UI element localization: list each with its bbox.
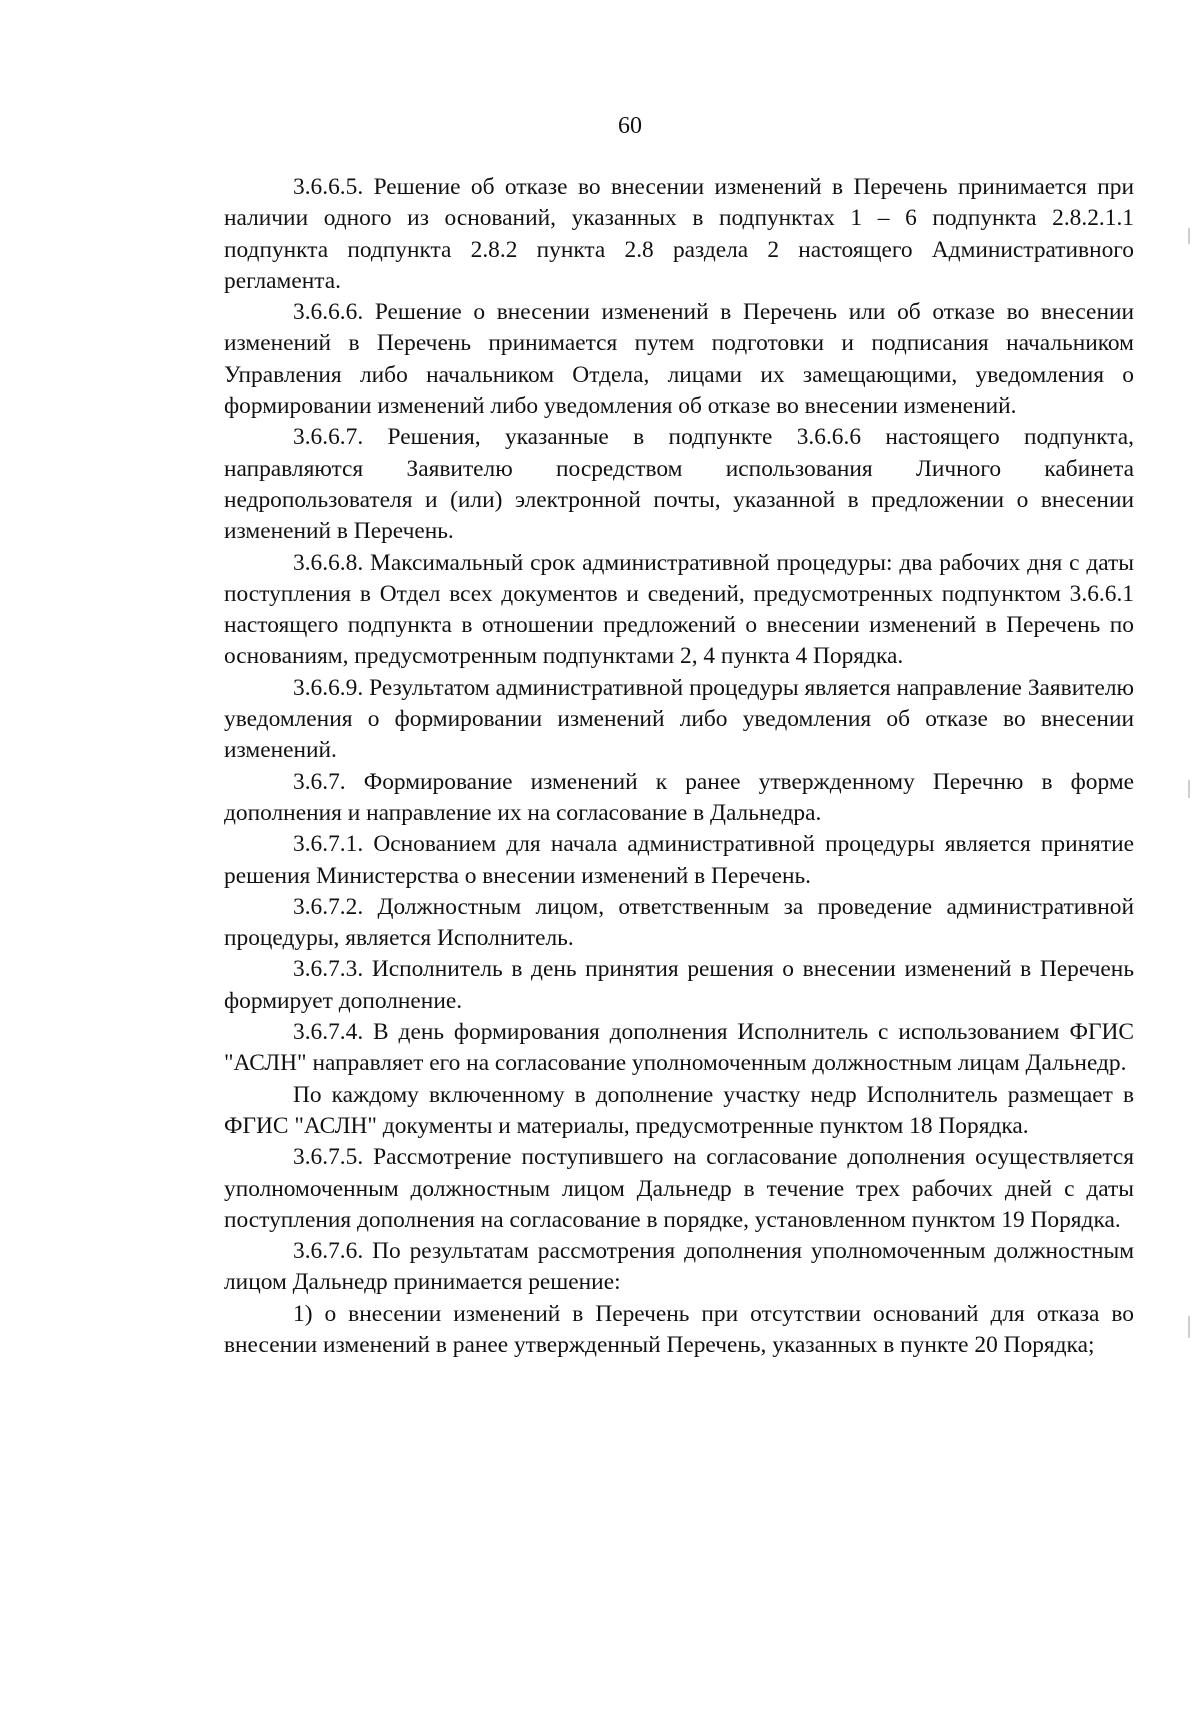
paragraph-3-6-7-5: 3.6.7.5. Рассмотрение поступившего на согласование дополнения осуществляется уполномоченным должностным лицом Дальнедр в течение трех рабочих дней с даты поступления дополнения на согласование в порядке, установленном пунктом 19 Порядка. <box>224 1144 1134 1233</box>
scan-artifact-mark <box>1188 228 1190 244</box>
paragraph-3-6-6-7: 3.6.6.7. Решения, указанные в подпункте 3.6.6.6 настоящего подпункта, направляются Заявителю посредством использования Личного кабинета недропользователя и (или) электронной почты, указанной в предложении о внесении изменений в Перечень. <box>224 424 1134 545</box>
paragraph-3-6-7-6: 3.6.7.6. По результатам рассмотрения дополнения уполномоченным должностным лицом Дальнедр принимается решение: <box>224 1238 1134 1296</box>
paragraph-3-6-7-2: 3.6.7.2. Должностным лицом, ответственным за проведение административной процедуры, является Исполнитель. <box>224 893 1134 952</box>
paragraph-3-6-7-3: 3.6.7.3. Исполнитель в день принятия решения о внесении изменений в Перечень формирует дополнение. <box>224 956 1134 1014</box>
paragraph-3-6-7-1: 3.6.7.1. Основанием для начала административной процедуры является принятие решения Министерства о внесении изменений в Перечень. <box>224 831 1134 889</box>
document-body <box>224 172 1134 1361</box>
scan-artifact-mark <box>1188 780 1190 798</box>
paragraph-3-6-7-4: 3.6.7.4. В день формирования дополнения Исполнитель с использованием ФГИС "АСЛН" направляет его на согласование уполномоченным должностным лицам Дальнедр. <box>224 1019 1134 1077</box>
paragraph-3-6-6-9: 3.6.6.9. Результатом административной процедуры является направление Заявителю уведомления о формировании изменений либо уведомления об отказе во внесении изменений. <box>224 674 1134 764</box>
paragraph-3-6-6-8: 3.6.6.8. Максимальный срок административной процедуры: два рабочих дня с даты поступления в Отдел всех документов и сведений, предусмотренных подпунктом 3.6.6.1 настоящего подпункта в отношении предложений о внесении изменений в Перечень по основаниям, предусмотренным подпунктами 2, 4 пункта 4 Порядка. <box>224 549 1134 670</box>
paragraph-3-6-7: 3.6.7. Формирование изменений к ранее утвержденному Перечню в форме дополнения и направление их на согласование в Дальнедра. <box>224 768 1134 826</box>
page-number: 60 <box>618 113 642 139</box>
paragraph-3-6-6-6: 3.6.6.6. Решение о внесении изменений в Перечень или об отказе во внесении изменений в Перечень принимается путем подготовки и подписания начальником Управления либо начальником Отдела, лицами их замещающими, уведомления о формировании изменений либо уведомления об отказе во внесении изменений. <box>224 299 1134 420</box>
paragraph-plot-materials: По каждому включенному в дополнение участку недр Исполнитель размещает в ФГИС "АСЛН" документы и материалы, предусмотренные пунктом 18 Порядка. <box>224 1081 1134 1139</box>
paragraph-list-item-1: 1) о внесении изменений в Перечень при отсутствии оснований для отказа во внесении изменений в ранее утвержденный Перечень, указанных в пункте 20 Порядка; <box>224 1300 1134 1358</box>
scan-artifact-mark <box>1188 1316 1190 1338</box>
paragraph-3-6-6-5: 3.6.6.5. Решение об отказе во внесении изменений в Перечень принимается при наличии одного из оснований, указанных в подпунктах 1 – 6 подпункта 2.8.2.1.1 подпункта подпункта 2.8.2 пункта 2.8 раздела 2 настоящего Административного регламента. <box>224 174 1134 294</box>
